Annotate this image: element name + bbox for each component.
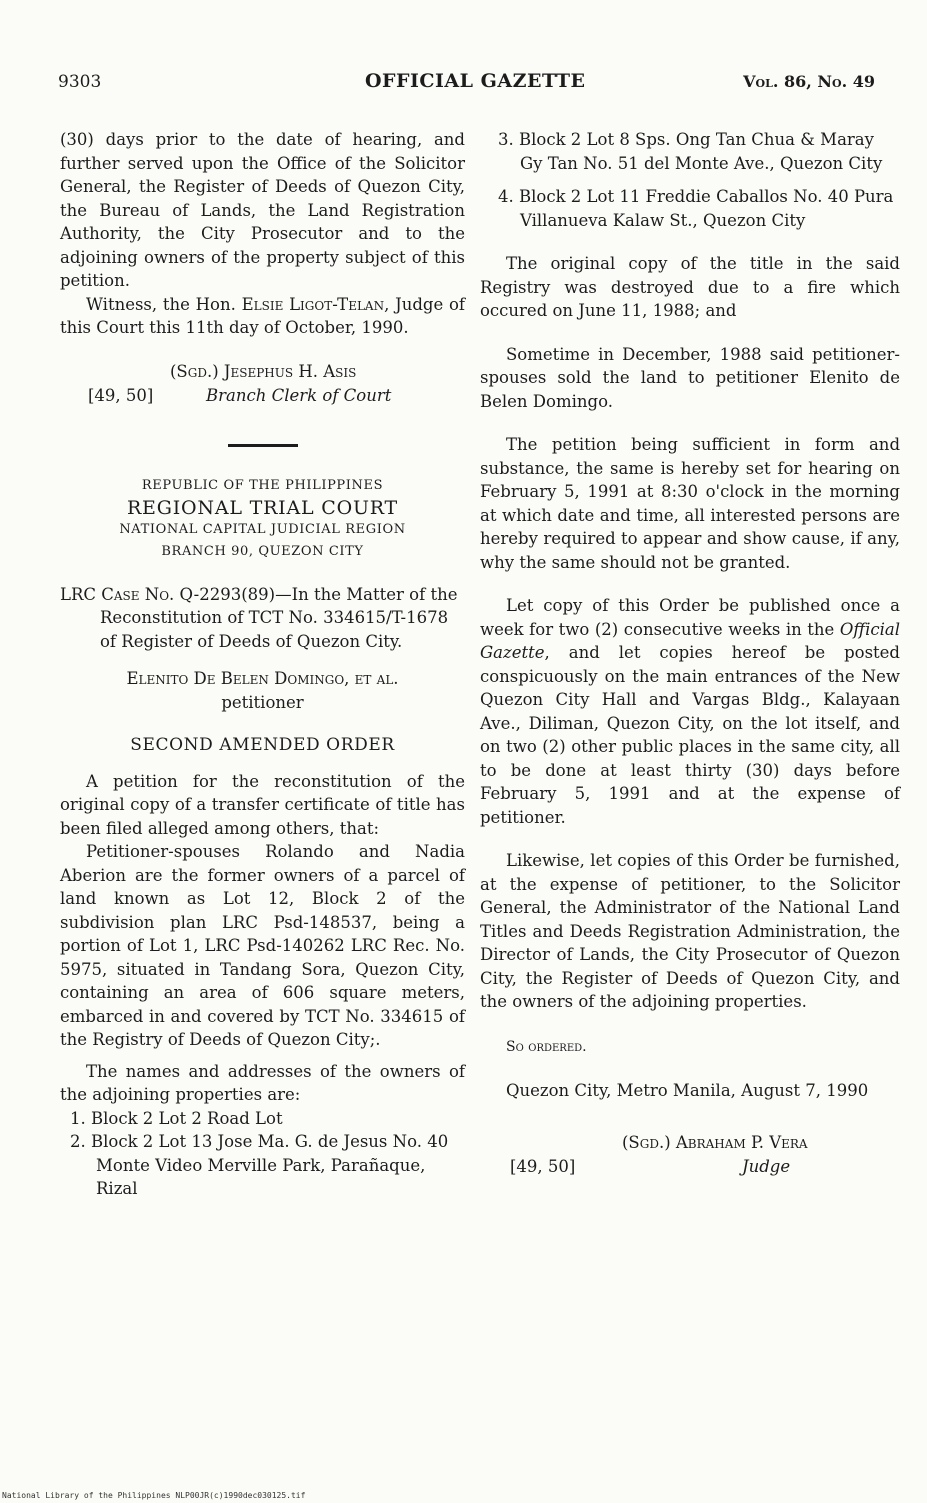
case-label: LRC Case No. bbox=[60, 584, 175, 604]
clerk-signature-block bbox=[60, 360, 465, 412]
publication-gazette-name: Official Gazette bbox=[480, 619, 900, 662]
court-branch: BRANCH 90, QUEZON CITY bbox=[161, 543, 364, 559]
scan-footer: National Library of the Philippines NLP00JR(c)1990dec030125.tif bbox=[2, 1491, 306, 1500]
judge-title: Judge bbox=[742, 1156, 791, 1176]
continuation-paragraph: (30) days prior to the date of hearing, and further served upon the Office of the Solicitor General, the Register of Deeds of Quezon City, the Bureau of Lands, the Land Registration Authority, the City Prosecutor and to the adjoining owners of the property subject of this petition. bbox=[60, 130, 465, 290]
list-item: 1. Block 2 Lot 2 Road Lot bbox=[70, 1108, 283, 1128]
clerk-signature-name: (Sgd.) Jesephus H. Asis bbox=[170, 361, 357, 381]
publication-title: OFFICIAL GAZETTE bbox=[365, 70, 586, 92]
order-body: Petitioner-spouses Rolando and Nadia Aberion are the former owners of a parcel of land known as Lot 12, Block 2 of the subdivision plan LRC Psd-148537, being a portion of Lot 1, LRC Psd-140262 LRC Rec. No. 5975, situated in Tandang Sora, Quezon City, containing an area of 606 square meters, embarced in and covered by TCT No. 334615 of the Registry of Deeds of Quezon City;. bbox=[60, 842, 465, 1049]
court-region: NATIONAL CAPITAL JUDICIAL REGION bbox=[119, 521, 406, 537]
party-role: petitioner bbox=[221, 692, 304, 712]
case-caption bbox=[60, 583, 465, 654]
so-ordered: So ordered. bbox=[506, 1038, 587, 1055]
order-intro: A petition for the reconstitution of the original copy of a transfer certificate of title has been filed alleged among others, that: bbox=[60, 771, 465, 838]
list-item: 3. Block 2 Lot 8 Sps. Ong Tan Chua & Maray Gy Tan No. 51 del Monte Ave., Quezon City bbox=[498, 130, 883, 173]
volume-number: Vol. 86, No. 49 bbox=[743, 72, 875, 91]
order-title: SECOND AMENDED ORDER bbox=[130, 735, 395, 755]
clerk-title: Branch Clerk of Court bbox=[206, 385, 392, 405]
left-column bbox=[60, 128, 465, 1201]
case-text: Q-2293(89)—In the Matter of the Reconstitution of TCT No. 334615/T-1678 of Register of Deeds of Quezon City. bbox=[100, 584, 458, 651]
right-column bbox=[480, 128, 900, 1191]
court-heading bbox=[60, 475, 465, 563]
page-number: 9303 bbox=[58, 72, 102, 92]
list-item: 4. Block 2 Lot 11 Freddie Caballos No. 40 Pura Villanueva Kalaw St., Quezon City bbox=[498, 187, 894, 230]
paragraph-hearing: The petition being sufficient in form and substance, the same is hereby set for hearing on February 5, 1991 at 8:30 o'clock in the morning at which date and time, all interested persons are hereby required to appear and show cause, if any, why the same should not be granted. bbox=[480, 435, 900, 572]
section-divider bbox=[228, 444, 298, 447]
paragraph-publication bbox=[480, 594, 900, 829]
witness-text-a: Witness, the Hon. bbox=[86, 294, 242, 314]
publication-text-a: Let copy of this Order be published once a week for two (2) consecutive weeks in the bbox=[480, 596, 900, 639]
judge-issue-ref: [49, 50] bbox=[510, 1156, 576, 1176]
owners-list-left bbox=[60, 1107, 465, 1201]
witness-paragraph bbox=[60, 293, 465, 340]
clerk-issue-ref: [49, 50] bbox=[88, 385, 154, 405]
judge-signature-name: (Sgd.) Abraham P. Vera bbox=[622, 1132, 808, 1152]
court-republic: REPUBLIC OF THE PHILIPPINES bbox=[141, 477, 384, 493]
witness-judge-name: Elsie Ligot-Telan bbox=[241, 294, 385, 314]
owners-list-right bbox=[480, 128, 900, 232]
owners-intro: The names and addresses of the owners of the adjoining properties are: bbox=[60, 1061, 465, 1104]
paragraph-sale: Sometime in December, 1988 said petitioner-spouses sold the land to petitioner Elenito de Belen Domingo. bbox=[480, 344, 900, 411]
publication-text-b: , and let copies hereof be posted conspicuously on the main entrances of the New Quezon City Hall and Vargas Bldg., Kalayaan Ave., Diliman, Quezon City, on the lot itself, and on two (2) other public places in the same city, all to be done at least thirty (30) days before February 5, 1991 and at the expense of petitioner. bbox=[480, 643, 900, 827]
party-block bbox=[60, 667, 465, 714]
judge-signature-block bbox=[480, 1131, 900, 1191]
place-date: Quezon City, Metro Manila, August 7, 1990 bbox=[506, 1081, 869, 1100]
court-name: REGIONAL TRIAL COURT bbox=[126, 496, 399, 519]
party-name: Elenito De Belen Domingo, et al. bbox=[126, 669, 399, 688]
witness-text-b: , Judge of this Court this 11th day of October, 1990. bbox=[60, 294, 465, 337]
paragraph-furnish: Likewise, let copies of this Order be furnished, at the expense of petitioner, to the Solicitor General, the Administrator of the National Land Titles and Deeds Registration Administration, the Director of Lands, the City Prosecutor of Quezon City, the Register of Deeds of Quezon City, and the owners of the adjoining properties. bbox=[480, 851, 900, 1011]
list-item: 2. Block 2 Lot 13 Jose Ma. G. de Jesus No. 40 Monte Video Merville Park, Parañaque, Rizal bbox=[70, 1132, 449, 1198]
paragraph-fire: The original copy of the title in the said Registry was destroyed due to a fire which occured on June 11, 1988; and bbox=[480, 254, 900, 320]
